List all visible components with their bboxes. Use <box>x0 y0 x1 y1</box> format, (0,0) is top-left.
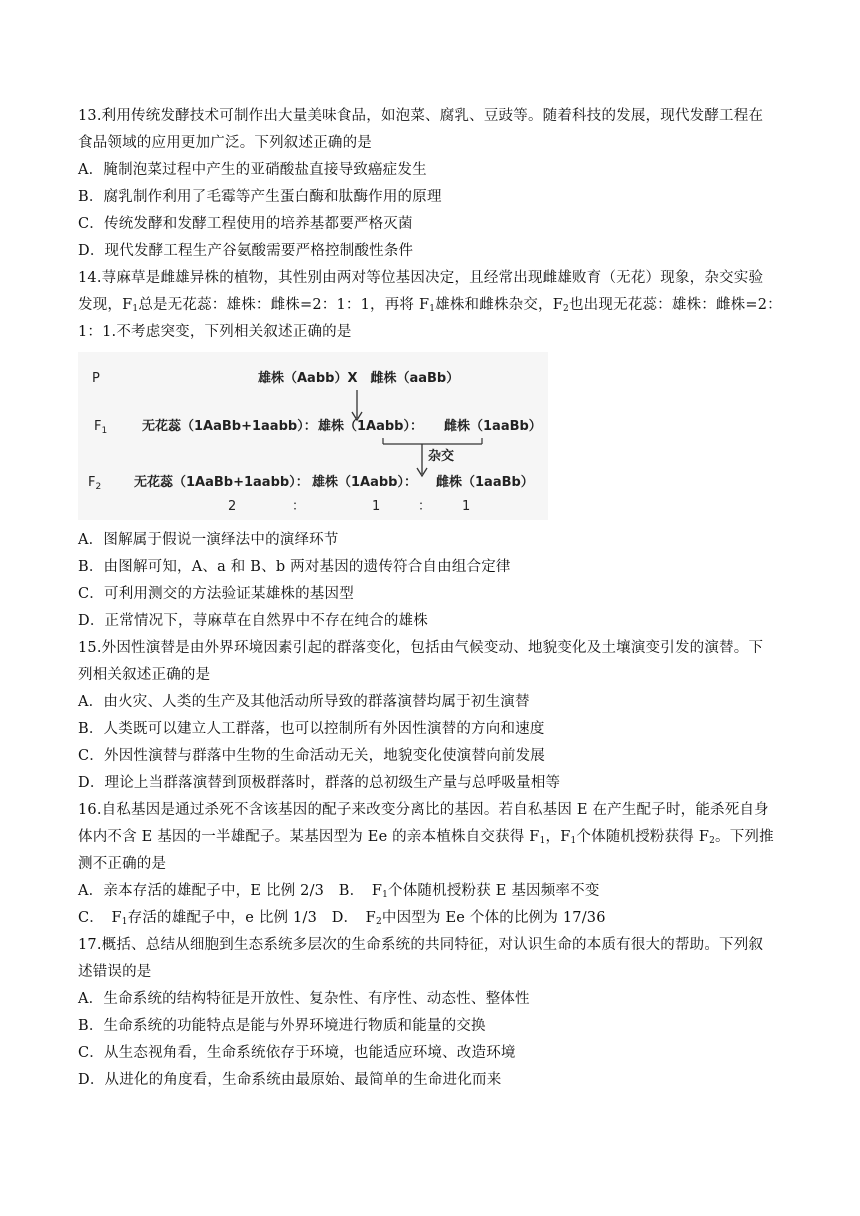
fig-f1-male: 雄株（1Aabb）： <box>318 419 423 434</box>
q15-option-c: C．外因性演替与群落中生物的生命活动无关，地貌变化使演替向前发展 <box>78 748 545 764</box>
q13-option-d: D．现代发酵工程生产谷氨酸需要严格控制酸性条件 <box>78 243 414 259</box>
q14-option-c: C．可利用测交的方法验证某雄株的基因型 <box>78 586 354 602</box>
q15-option-b: B．人类既可以建立人工群落，也可以控制所有外因性演替的方向和速度 <box>78 721 545 737</box>
fig-f1-label: $F_1$ <box>94 419 108 436</box>
q13-option-a: A．腌制泡菜过程中产生的亚硝酸盐直接导致癌症发生 <box>78 162 427 178</box>
q13-option-b: B．腐乳制作利用了毛霉等产生蛋白酶和肽酶作用的原理 <box>78 189 442 205</box>
genetic-cross-diagram <box>78 352 548 520</box>
q16-stem-line2: 体内不含 E 基因的一半雄配子。某基因型为 Ee 的亲本植株自交获得 $F_1$，$F_1$个体随机授粉获得 $F_2$。下列推 <box>78 829 774 846</box>
fig-ratio-3: 1 <box>462 499 471 514</box>
q15-stem-line2: 列相关叙述正确的是 <box>78 667 211 683</box>
fig-ratio-1: 2 <box>228 499 237 514</box>
fig-f2-label: $F_2$ <box>88 475 102 492</box>
q13-stem-line1: 13.利用传统发酵技术可制作出大量美味食品，如泡菜、腐乳、豆豉等。随着科技的发展，现代发酵工程在 <box>78 108 764 124</box>
cross-diagram-svg <box>78 352 548 520</box>
q15-stem-line1: 15.外因性演替是由外界环境因素引起的群落变化，包括由气候变动、地貌变化及土壤演变引发的演替。下 <box>78 640 764 656</box>
q13-option-c: C．传统发酵和发酵工程使用的培养基都要严格灭菌 <box>78 216 413 232</box>
fig-f2-female: 雌株（1aaBb） <box>436 475 534 490</box>
q16-options-cd: C． $F_1$存活的雄配子中，e 比例 1/3 D． $F_2$中因型为 Ee 个体的比例为 17/36 <box>78 910 606 927</box>
q17-option-a: A．生命系统的结构特征是开放性、复杂性、有序性、动态性、整体性 <box>78 991 530 1007</box>
q13-stem-line2: 食品领域的应用更加广泛。下列叙述正确的是 <box>78 135 372 151</box>
fig-parent-cross: 雄株（Aabb）X 雌株（aaBb） <box>258 371 460 386</box>
fig-ratio-colon-1: ： <box>292 499 306 514</box>
fig-f1-female: 雌株（1aaBb） <box>444 419 542 434</box>
fig-p-label: P <box>92 371 100 386</box>
q17-stem-line2: 述错误的是 <box>78 964 152 980</box>
fig-f2-sterile: 无花蕊（1AaBb+1aabb）： <box>134 475 309 490</box>
q17-stem-line1: 17.概括、总结从细胞到生态系统多层次的生命系统的共同特征，对认识生命的本质有很大的帮助。下列叙 <box>78 937 764 953</box>
q15-option-a: A．由火灾、人类的生产及其他活动所导致的群落演替均属于初生演替 <box>78 694 530 710</box>
q14-stem-line3: 1：1.不考虑突变，下列相关叙述正确的是 <box>78 324 352 340</box>
q17-option-d: D．从进化的角度看，生命系统由最原始、最简单的生命进化而来 <box>78 1072 502 1088</box>
fig-f2-male: 雄株（1Aabb）： <box>312 475 417 490</box>
q14-option-a: A．图解属于假说一演绎法中的演绎环节 <box>78 532 339 548</box>
fig-f1-sterile: 无花蕊（1AaBb+1aabb）： <box>142 419 317 434</box>
q16-stem-line3: 测不正确的是 <box>78 856 167 872</box>
fig-ratio-colon-2: ： <box>418 499 432 514</box>
q14-option-d: D．正常情况下，荨麻草在自然界中不存在纯合的雄株 <box>78 613 428 629</box>
q14-stem-line1: 14.荨麻草是雌雄异株的植物，其性别由两对等位基因决定，且经常出现雌雄败育（无花）现象，杂交实验 <box>78 270 764 286</box>
q14-option-b: B．由图解可知，A、a 和 B、b 两对基因的遗传符合自由组合定律 <box>78 559 511 575</box>
q16-stem-line1: 16.自私基因是通过杀死不含该基因的配子来改变分离比的基因。若自私基因 E 在产生配子时，能杀死自身 <box>78 802 769 818</box>
q14-stem-line2: 发现，$F_1$总是无花蕊：雄株：雌株=2：1：1，再将 $F_1$雄株和雌株杂交，$F_2$也出现无花蕊：雄株：雌株=2： <box>78 297 782 314</box>
q16-options-ab: A．亲本存活的雄配子中，E 比例 2/3 B． $F_1$个体随机授粉获 E 基因频率不变 <box>78 883 600 900</box>
fig-cross-label: 杂交 <box>428 449 455 464</box>
q15-option-d: D．理论上当群落演替到顶极群落时，群落的总初级生产量与总呼吸量相等 <box>78 775 561 791</box>
q17-option-c: C．从生态视角看，生命系统依存于环境，也能适应环境、改造环境 <box>78 1045 516 1061</box>
fig-ratio-2: 1 <box>372 499 381 514</box>
q17-option-b: B．生命系统的功能特点是能与外界环境进行物质和能量的交换 <box>78 1018 486 1034</box>
